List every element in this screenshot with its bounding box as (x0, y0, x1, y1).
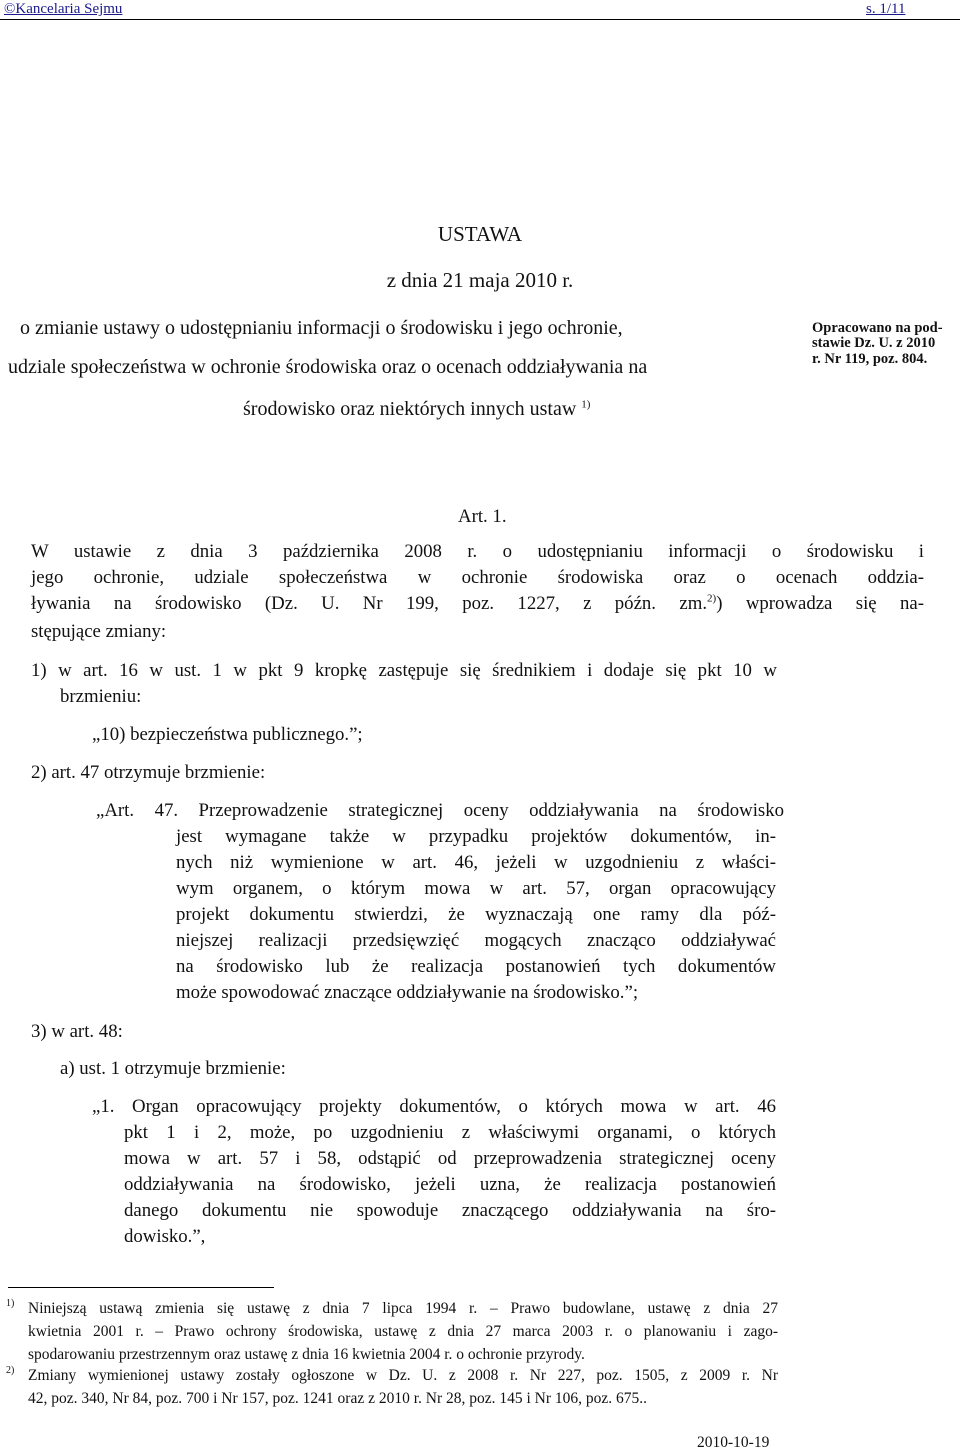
footnote-2-line-2: 42, poz. 340, Nr 84, poz. 700 i Nr 157, poz. 1241 oraz z 2010 r. Nr 28, poz. 145 i Nr 106, poz. 675.. (28, 1390, 648, 1407)
article-heading: Art. 1. (458, 506, 507, 527)
footnote-ref-1[interactable]: 1) (581, 398, 591, 411)
item-1-line-2: brzmieniu: (60, 686, 142, 707)
subject-line-3: środowisko oraz niektórych innych ustaw $^{1)}$ (243, 398, 591, 420)
art47-line-8: może spowodować znaczące oddziaływanie na środowisko.”; (176, 982, 639, 1003)
kancelaria-link[interactable]: ©Kancelaria Sejmu (4, 1, 123, 17)
footer-date: 2010-10-19 (697, 1434, 770, 1451)
ust1-line-5: danego dokumentu nie spowoduje znaczącego oddziaływania na śro- (124, 1200, 776, 1221)
footnote-1-line-2: kwietnia 2001 r. – Prawo ochrony środowiska, ustawę z dnia 27 marca 2003 r. o planowaniu i zago- (28, 1323, 778, 1340)
ust1-line-3: mowa w art. 57 i 58, odstąpić od przeprowadzenia strategicznej oceny (124, 1148, 776, 1169)
art47-line-2: jest wymagane także w przypadku projektów dokumentów, in- (176, 826, 776, 847)
intro-line-1: W ustawie z dnia 3 października 2008 r. o udostępnianiu informacji o środowisku i (31, 541, 924, 562)
art47-line-4: wym organem, o którym mowa w art. 57, organ opracowujący (176, 878, 776, 899)
act-date: z dnia 21 maja 2010 r. (386, 268, 574, 292)
art47-line-7: na środowisko lub że realizacja postanowień tych dokumentów (176, 956, 776, 977)
intro-line-4: stępujące zmiany: (31, 621, 167, 642)
intro-line-2: jego ochronie, udziale społeczeństwa w ochronie środowiska oraz o ocenach oddzia- (31, 567, 924, 588)
side-note-line-3: r. Nr 119, poz. 804. (812, 351, 928, 367)
subject-line-2: udziale społeczeństwa w ochronie środowiska oraz o ocenach oddziaływania na (8, 356, 648, 378)
ust1-line-4: oddziaływania na środowisko, jeżeli uzna, że realizacja postanowień (124, 1174, 776, 1195)
footnote-2-line-1: Zmiany wymienionej ustawy zostały ogłoszone w Dz. U. z 2008 r. Nr 227, poz. 1505, z 2009 r. Nr (28, 1367, 778, 1384)
footnote-separator (8, 1287, 274, 1288)
footnote-2-mark: 2) (6, 1364, 15, 1376)
ust1-line-6: dowisko.”, (124, 1226, 206, 1247)
header-page-number (866, 0, 905, 18)
side-note-line-1: Opracowano na pod- (812, 320, 943, 336)
header-divider (0, 19, 960, 20)
art47-line-5: projekt dokumentu stwierdzi, że wyznaczają one ramy dla póź- (176, 904, 776, 925)
footnote-1-mark: 1) (6, 1297, 15, 1309)
footnote-1-line-1: Niniejszą ustawą zmienia się ustawę z dnia 7 lipca 1994 r. – Prawo budowlane, ustawę z dnia 27 (28, 1300, 778, 1317)
item-2: 2) art. 47 otrzymuje brzmienie: (31, 762, 266, 783)
intro-line-3: ływania na środowisko (Dz. U. Nr 199, poz. 1227, z późn. zm.$^{2)}$) wprowadza się na- (31, 592, 924, 614)
ust1-line-1: „1. Organ opracowujący projekty dokumentów, o których mowa w art. 46 (92, 1096, 776, 1117)
header-source (4, 0, 122, 18)
item-1-quote: „10) bezpieczeństwa publicznego.”; (92, 724, 363, 745)
item-3a: a) ust. 1 otrzymuje brzmienie: (60, 1058, 286, 1079)
item-1-line-1: 1) w art. 16 w ust. 1 w pkt 9 kropkę zastępuje się średnikiem i dodaje się pkt 10 w (31, 660, 777, 681)
page-number-link[interactable]: s. 1/11 (866, 1, 906, 17)
footnote-1-line-3: spodarowaniu przestrzennym oraz ustawę z dnia 16 kwietnia 2004 r. o ochronie przyrody. (28, 1346, 585, 1363)
subject-line-1: o zmianie ustawy o udostępnianiu informacji o środowisku i jego ochronie, (20, 317, 623, 339)
art47-line-3: nych niż wymienione w art. 46, jeżeli w uzgodnieniu z właści- (176, 852, 776, 873)
side-note-line-2: stawie Dz. U. z 2010 (812, 335, 936, 351)
act-type: USTAWA (437, 222, 523, 246)
art47-line-6: niejszej realizacji przedsięwzięć mogących znacząco oddziaływać (176, 930, 776, 951)
ust1-line-2: pkt 1 i 2, może, po uzgodnieniu z właściwymi organami, o których (124, 1122, 776, 1143)
art47-line-1: „Art. 47. Przeprowadzenie strategicznej oceny oddziaływania na środowisko (96, 800, 784, 821)
footnote-ref-2[interactable]: 2) (707, 592, 717, 605)
item-3: 3) w art. 48: (31, 1021, 123, 1042)
